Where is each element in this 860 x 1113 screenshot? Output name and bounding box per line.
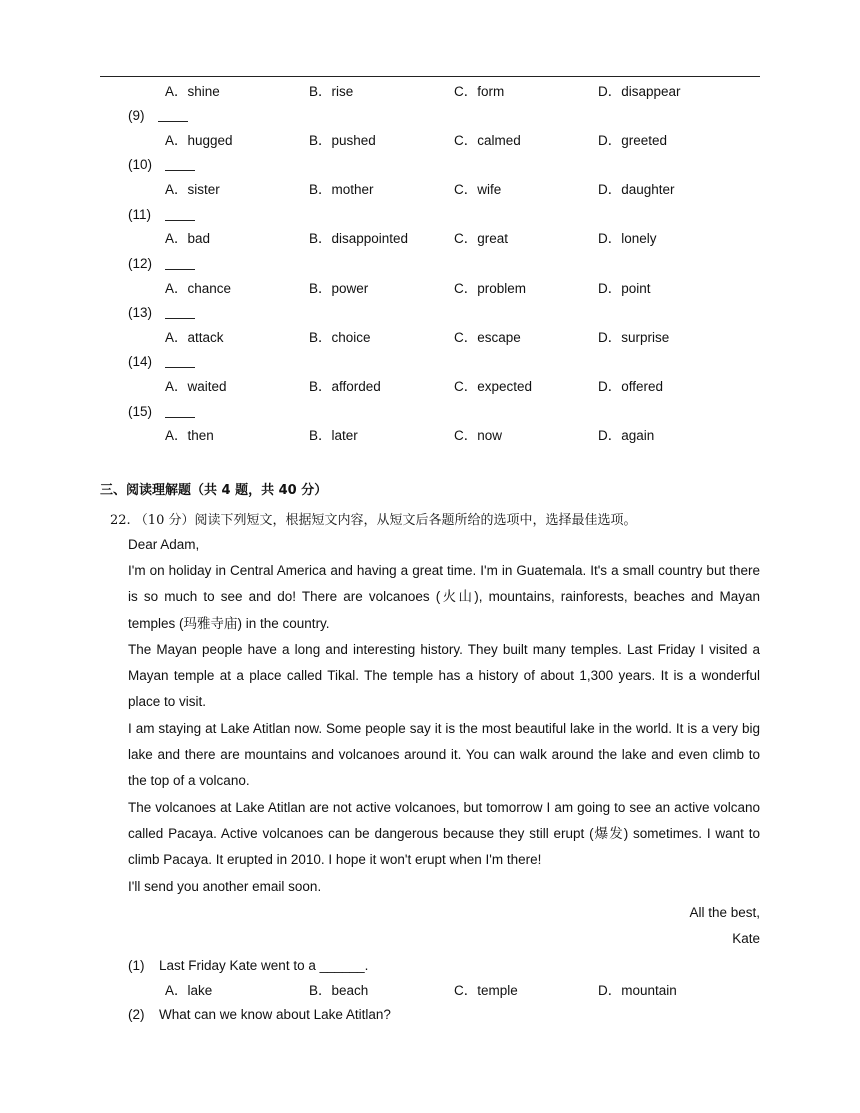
option-c[interactable]: C．calmed xyxy=(454,133,521,148)
option-c[interactable]: C．problem xyxy=(454,281,527,296)
option-b[interactable]: B．rise xyxy=(309,84,354,99)
option-b[interactable]: B．power xyxy=(309,281,369,296)
option-c[interactable]: C．great xyxy=(454,231,509,246)
option-c[interactable]: C．temple xyxy=(454,983,518,998)
option-d[interactable]: D．point xyxy=(598,281,651,296)
section-title: 三、阅读理解题（共 4 题，共 40 分） xyxy=(100,483,328,498)
question-number: (9) xyxy=(128,108,145,123)
letter-paragraph: The volcanoes at Lake Atitlan are not active volcanoes, but tomorrow I am going to see an active volcano called Pacaya. Active volcanoes can be dangerous because they still erupt (爆发) sometimes. I want to climb Pacaya. It erupted in 2010. I hope it won't erupt when I'm there! xyxy=(128,799,760,868)
header-rule xyxy=(100,76,760,77)
letter-closing: All the best, xyxy=(689,905,760,920)
option-d[interactable]: D．surprise xyxy=(598,330,670,345)
letter-paragraph: I am staying at Lake Atitlan now. Some people say it is the most beautiful lake in the world. It is a very big lake and there are mountains and volcanoes around it. You can walk around the lake and even climb to the top of a volcano. xyxy=(128,720,760,789)
option-a[interactable]: A．waited xyxy=(165,379,227,394)
option-b[interactable]: B．afforded xyxy=(309,379,381,394)
question-number: (12) xyxy=(128,256,153,271)
subquestion-stem: What can we know about Lake Atitlan? xyxy=(159,1007,391,1022)
option-c[interactable]: C．now xyxy=(454,428,503,443)
question-number: (10) xyxy=(128,157,153,172)
option-d[interactable]: D．offered xyxy=(598,379,664,394)
option-a[interactable]: A．hugged xyxy=(165,133,233,148)
option-b[interactable]: B．pushed xyxy=(309,133,376,148)
option-d[interactable]: D．greeted xyxy=(598,133,668,148)
option-a[interactable]: A．then xyxy=(165,428,214,443)
option-a[interactable]: A．attack xyxy=(165,330,224,345)
option-d[interactable]: D．mountain xyxy=(598,983,677,998)
letter-greeting: Dear Adam, xyxy=(128,537,200,552)
letter-paragraph: I'm on holiday in Central America and having a great time. I'm in Guatemala. It's a small country but there is so much to see and do! There are volcanoes (火山), mountains, rainforests, beaches and Mayan temples (玛雅寺庙) in the country. xyxy=(128,563,760,631)
option-a[interactable]: A．sister xyxy=(165,182,220,197)
question-header: 22. （10 分）阅读下列短文，根据短文内容，从短文后各题所给的选项中，选择最佳选项。 xyxy=(110,513,637,528)
subquestion-number: (1) xyxy=(128,958,145,973)
letter-paragraph: I'll send you another email soon. xyxy=(128,878,322,894)
option-c[interactable]: C．escape xyxy=(454,330,521,345)
option-d[interactable]: D．daughter xyxy=(598,182,675,197)
option-c[interactable]: C．wife xyxy=(454,182,502,197)
option-d[interactable]: D．lonely xyxy=(598,231,657,246)
question-number: (11) xyxy=(128,207,152,222)
question-number: (14) xyxy=(128,354,153,369)
option-a[interactable]: A．bad xyxy=(165,231,211,246)
letter-signature: Kate xyxy=(732,931,760,946)
option-c[interactable]: C．form xyxy=(454,84,505,99)
option-b[interactable]: B．later xyxy=(309,428,358,443)
option-b[interactable]: B．mother xyxy=(309,182,374,197)
letter-body xyxy=(128,558,760,900)
option-b[interactable]: B．choice xyxy=(309,330,371,345)
letter-paragraph: The Mayan people have a long and interesting history. They built many temples. Last Friday I visited a Mayan temple at a place called Tikal. The temple has a history of about 1,300 years. It is a wonderful place to visit. xyxy=(128,641,760,710)
option-d[interactable]: D．again xyxy=(598,428,655,443)
subquestion-number: (2) xyxy=(128,1007,145,1022)
option-a[interactable]: A．shine xyxy=(165,84,220,99)
option-c[interactable]: C．expected xyxy=(454,379,533,394)
option-b[interactable]: B．beach xyxy=(309,983,369,998)
option-a[interactable]: A．chance xyxy=(165,281,232,296)
option-b[interactable]: B．disappointed xyxy=(309,231,409,246)
question-number: (13) xyxy=(128,305,153,320)
option-d[interactable]: D．disappear xyxy=(598,84,681,99)
option-a[interactable]: A．lake xyxy=(165,983,213,998)
subquestion-stem: Last Friday Kate went to a ______. xyxy=(159,958,369,973)
question-number: (15) xyxy=(128,404,153,419)
